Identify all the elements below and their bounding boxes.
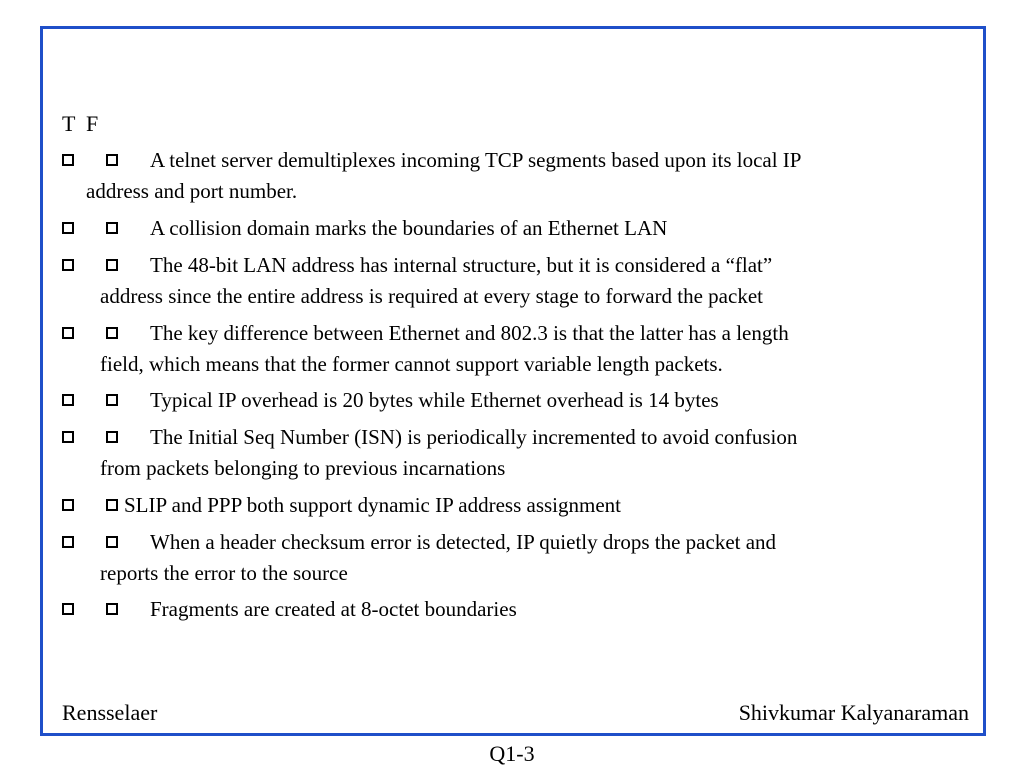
question-text: Typical IP overhead is 20 bytes while Ethernet overhead is 14 bytes bbox=[150, 388, 719, 412]
question-1 bbox=[62, 145, 972, 207]
question-text: A collision domain marks the boundaries of an Ethernet LAN bbox=[150, 216, 668, 240]
false-checkbox[interactable] bbox=[106, 536, 118, 548]
question-text: The Initial Seq Number (ISN) is periodically incremented to avoid confusion bbox=[150, 425, 798, 449]
true-checkbox[interactable] bbox=[62, 154, 74, 166]
false-checkbox[interactable] bbox=[106, 222, 118, 234]
question-8 bbox=[62, 527, 972, 589]
question-text-continued: field, which means that the former cannot support variable length packets. bbox=[100, 352, 723, 376]
slide-number: Q1-3 bbox=[489, 741, 535, 766]
true-checkbox[interactable] bbox=[62, 222, 74, 234]
question-text: SLIP and PPP both support dynamic IP address assignment bbox=[124, 493, 621, 517]
footer-institution: Rensselaer bbox=[62, 700, 158, 725]
true-checkbox[interactable] bbox=[62, 499, 74, 511]
false-checkbox[interactable] bbox=[106, 499, 118, 511]
question-7 bbox=[62, 490, 972, 521]
question-text-continued: address and port number. bbox=[86, 179, 298, 203]
true-false-header: T F bbox=[62, 111, 99, 136]
false-checkbox[interactable] bbox=[106, 394, 118, 406]
question-text-continued: from packets belonging to previous incarnations bbox=[100, 456, 506, 480]
question-6 bbox=[62, 422, 972, 484]
false-checkbox[interactable] bbox=[106, 603, 118, 615]
question-2 bbox=[62, 213, 972, 244]
question-5 bbox=[62, 385, 972, 416]
question-text-continued: reports the error to the source bbox=[100, 561, 348, 585]
false-checkbox[interactable] bbox=[106, 327, 118, 339]
question-9 bbox=[62, 594, 972, 625]
question-text: When a header checksum error is detected, IP quietly drops the packet and bbox=[150, 530, 777, 554]
footer-author: Shivkumar Kalyanaraman bbox=[738, 700, 969, 725]
question-text: Fragments are created at 8-octet boundaries bbox=[150, 597, 517, 621]
true-checkbox[interactable] bbox=[62, 259, 74, 271]
question-4 bbox=[62, 318, 972, 380]
question-3 bbox=[62, 250, 972, 312]
question-text-continued: address since the entire address is required at every stage to forward the packet bbox=[100, 284, 763, 308]
question-text: The 48-bit LAN address has internal structure, but it is considered a “flat” bbox=[150, 253, 773, 277]
false-checkbox[interactable] bbox=[106, 259, 118, 271]
true-checkbox[interactable] bbox=[62, 603, 74, 615]
question-text: A telnet server demultiplexes incoming TCP segments based upon its local IP bbox=[150, 148, 802, 172]
false-checkbox[interactable] bbox=[106, 154, 118, 166]
question-text: The key difference between Ethernet and 802.3 is that the latter has a length bbox=[150, 321, 789, 345]
true-checkbox[interactable] bbox=[62, 394, 74, 406]
slide-frame bbox=[40, 26, 986, 736]
true-checkbox[interactable] bbox=[62, 431, 74, 443]
false-checkbox[interactable] bbox=[106, 431, 118, 443]
true-checkbox[interactable] bbox=[62, 536, 74, 548]
true-checkbox[interactable] bbox=[62, 327, 74, 339]
